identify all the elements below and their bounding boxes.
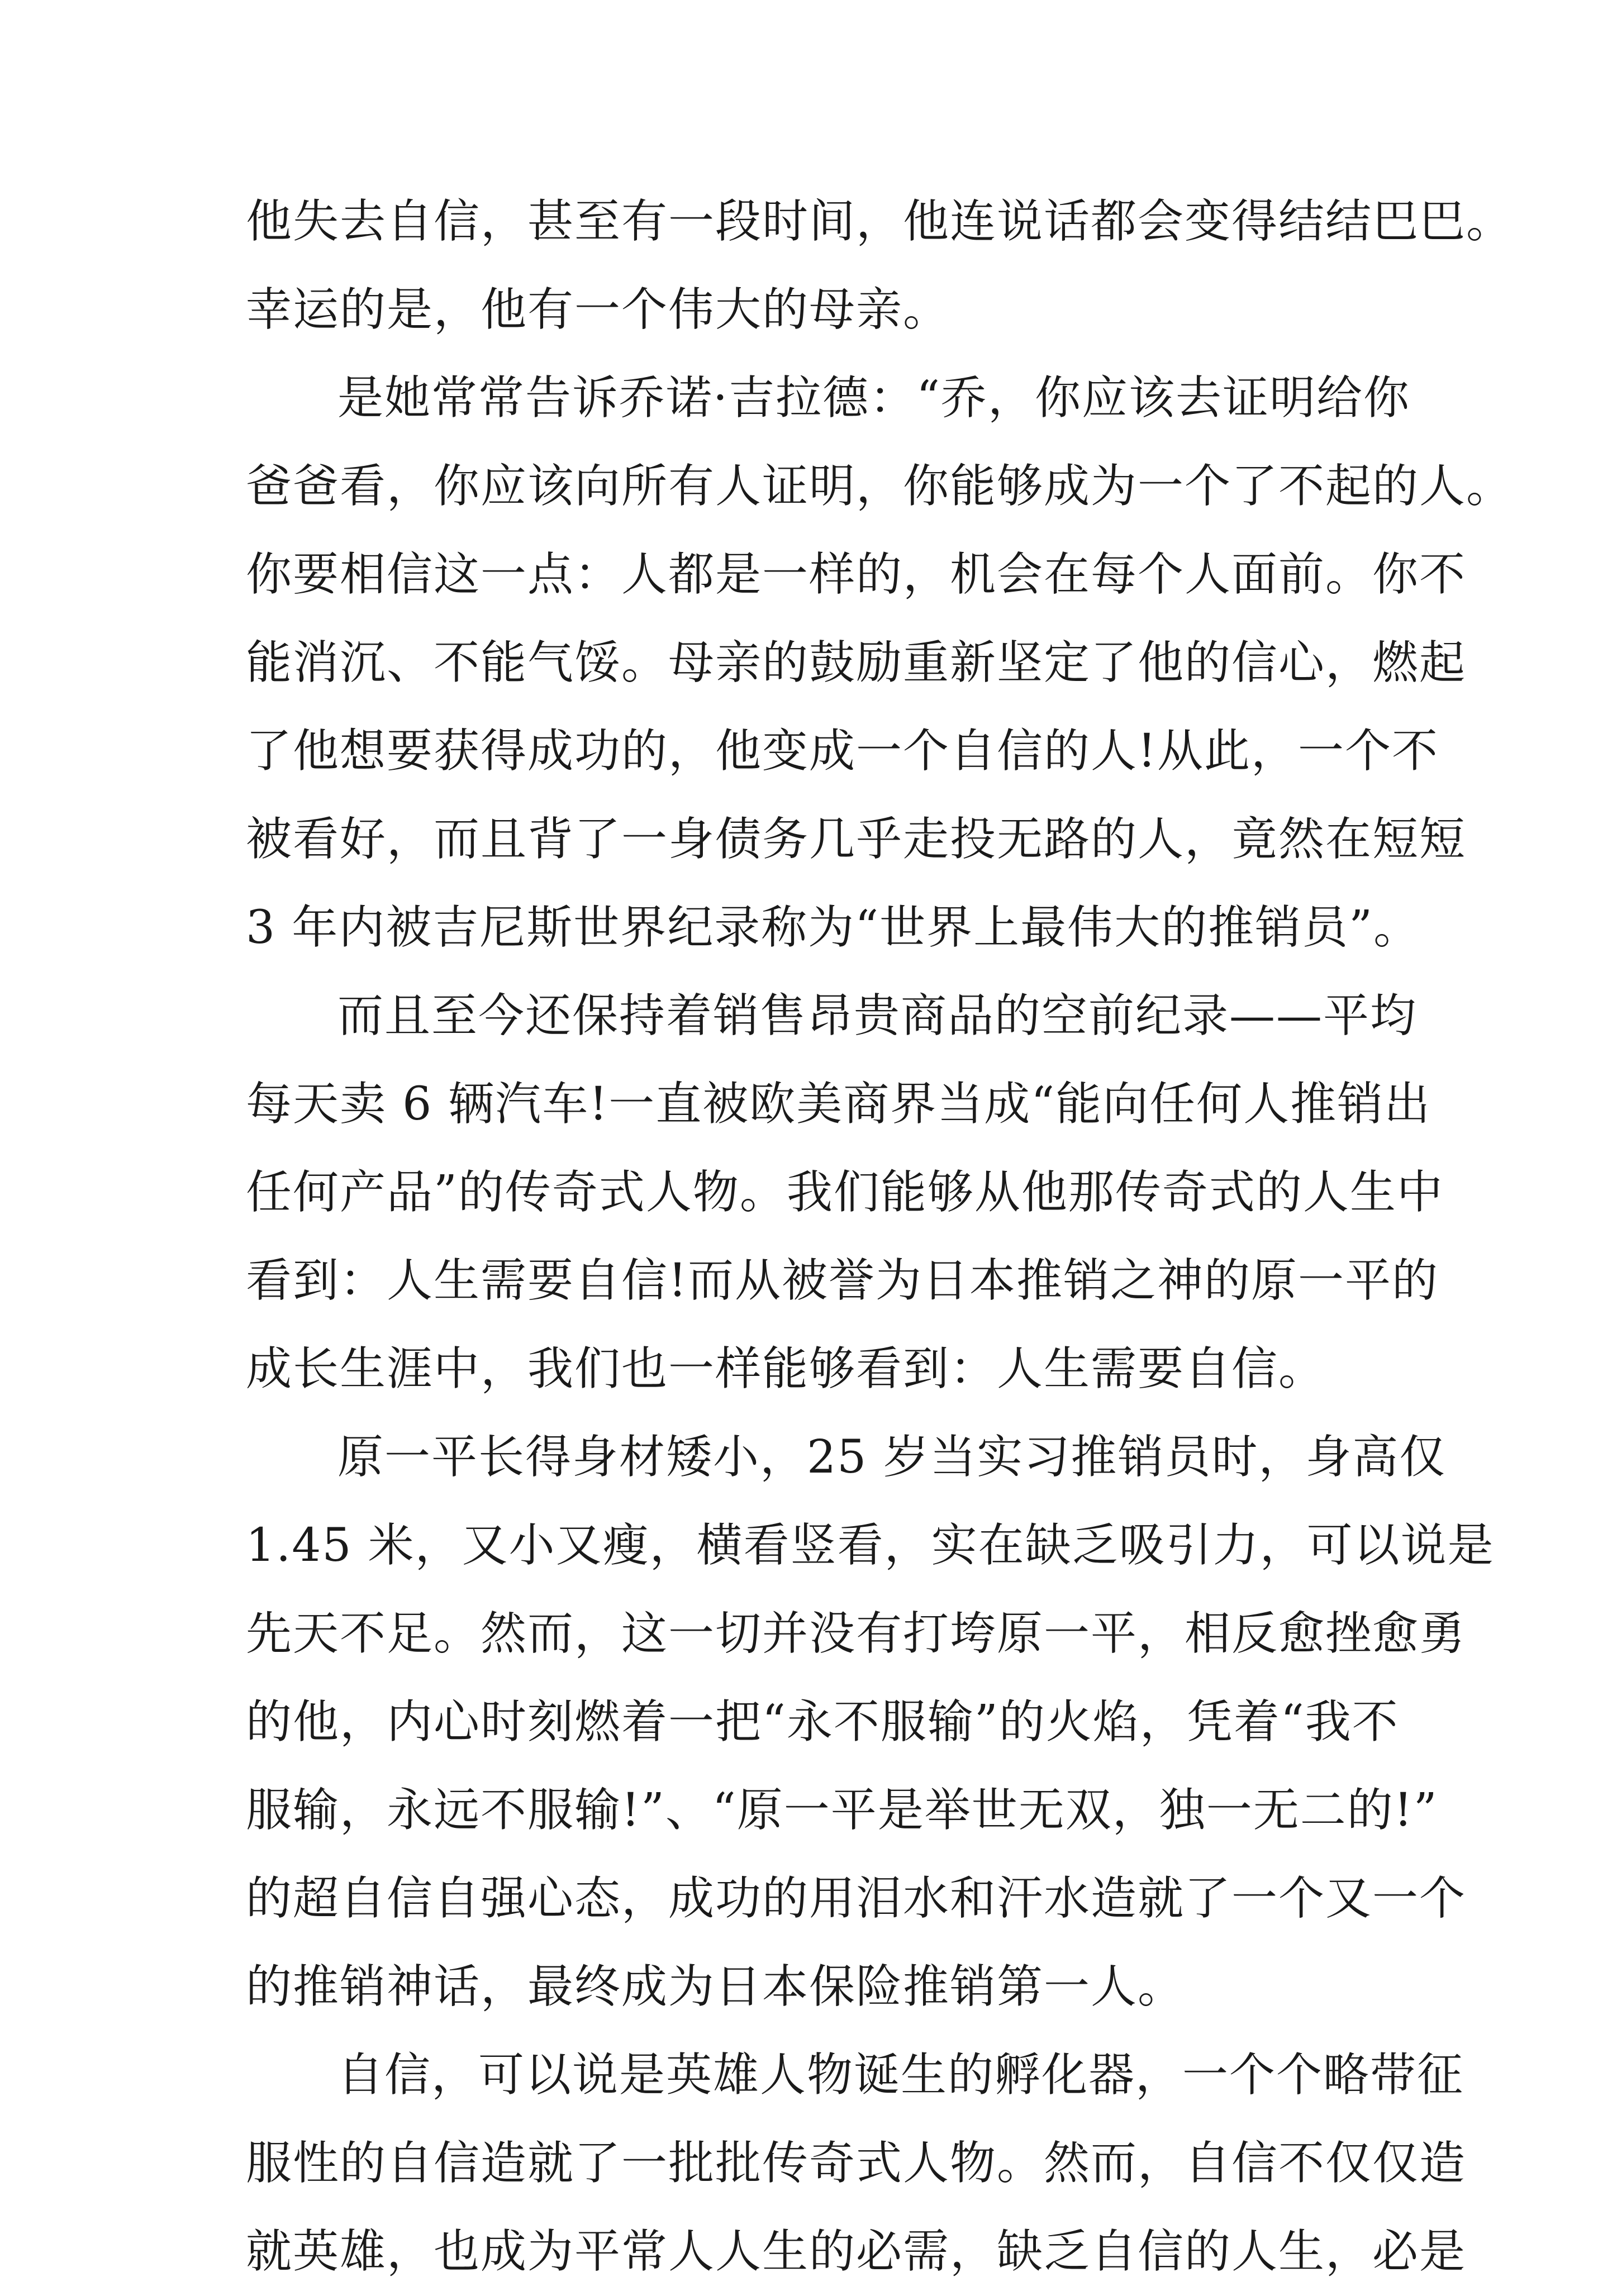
- text-line: 你要相信这一点：人都是一样的，机会在每个人面前。你不: [246, 548, 1467, 601]
- text-line: 服输，永远不服输!”、“原一平是举世无双，独一无二的!”: [246, 1784, 1438, 1837]
- text-line: 先天不足。然而，这一切并没有打垮原一平，相反愈挫愈勇: [246, 1607, 1467, 1660]
- text-line: 幸运的是，他有一个伟大的母亲。: [246, 283, 950, 336]
- text-line: 能消沉、不能气馁。母亲的鼓励重新坚定了他的信心，燃起: [246, 636, 1467, 689]
- text-line: 他失去自信，甚至有一段时间，他连说话都会变得结结巴巴。: [246, 195, 1514, 248]
- text-line: 了他想要获得成功的，他变成一个自信的人!从此，一个不: [246, 725, 1439, 778]
- text-line: 的他，内心时刻燃着一把“永不服输”的火焰，凭着“我不: [246, 1695, 1399, 1749]
- text-line: 而且至今还保持着销售昂贵商品的空前纪录——平均: [337, 989, 1418, 1042]
- text-line: 自信，可以说是英雄人物诞生的孵化器，一个个略带征: [337, 2049, 1464, 2102]
- body-text: [246, 178, 1514, 2296]
- text-line: 就英雄，也成为平常人人生的必需，缺乏自信的人生，必是: [246, 2225, 1467, 2278]
- text-line: 爸爸看，你应该向所有人证明，你能够成为一个了不起的人。: [246, 460, 1514, 513]
- text-line: 3 年内被吉尼斯世界纪录称为“世界上最伟大的推销员”。: [246, 901, 1421, 954]
- text-line: 服性的自信造就了一批批传奇式人物。然而，自信不仅仅造: [246, 2137, 1467, 2190]
- text-line: 是她常常告诉乔诺·吉拉德：“乔，你应该去证明给你: [337, 371, 1410, 425]
- text-line: 的推销神话，最终成为日本保险推销第一人。: [246, 1960, 1185, 2013]
- text-line: 成长生涯中，我们也一样能够看到：人生需要自信。: [246, 1342, 1326, 1395]
- text-line: 原一平长得身材矮小，25 岁当实习推销员时，身高仅: [337, 1431, 1447, 1484]
- text-line: 任何产品”的传奇式人物。我们能够从他那传奇式的人生中: [246, 1166, 1444, 1219]
- text-line: 每天卖 6 辆汽车!一直被欧美商界当成“能向任何人推销出: [246, 1078, 1431, 1131]
- text-line: 1.45 米，又小又瘦，横看竖看，实在缺乏吸引力，可以说是: [246, 1519, 1495, 1572]
- text-line: 的超自信自强心态，成功的用泪水和汗水造就了一个又一个: [246, 1872, 1467, 1925]
- text-line: 看到：人生需要自信!而从被誉为日本推销之神的原一平的: [246, 1254, 1439, 1307]
- text-line: 被看好，而且背了一身债务几乎走投无路的人，竟然在短短: [246, 813, 1467, 866]
